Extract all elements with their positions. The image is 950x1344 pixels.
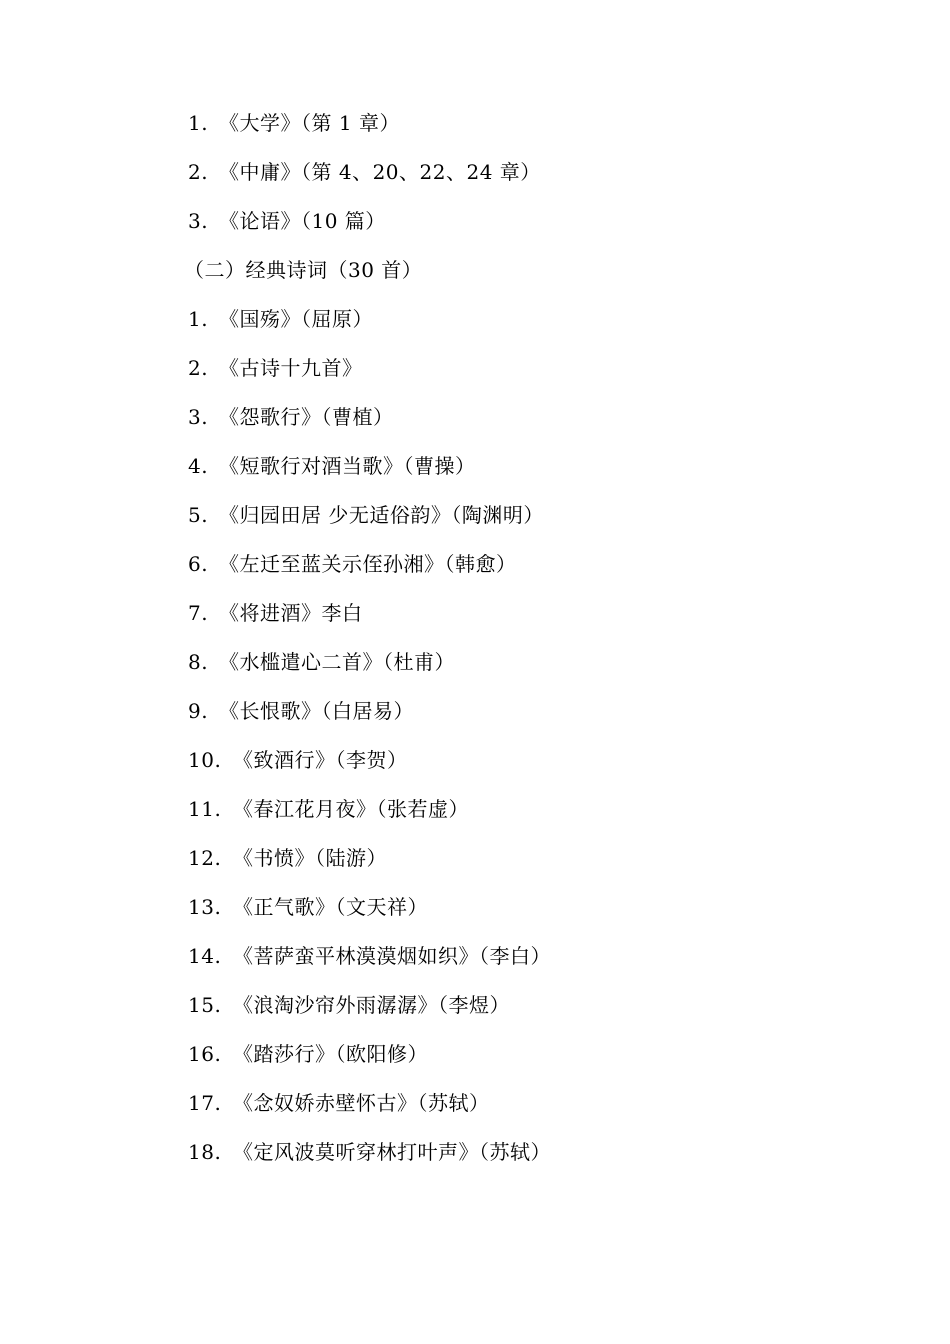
item-text: 《踏莎行》（欧阳修） <box>233 1042 428 1066</box>
list-item <box>188 350 551 399</box>
item-text: 《浪淘沙帘外雨潺潺》（李煜） <box>233 993 510 1017</box>
item-number: 16. <box>188 1042 222 1066</box>
list-item <box>188 938 551 987</box>
section-heading-text: （二）经典诗词（30 首） <box>184 258 423 282</box>
item-number: 10. <box>188 748 222 772</box>
list-item <box>188 546 551 595</box>
item-text: 《论语》（10 篇） <box>219 209 386 233</box>
item-number: 9. <box>188 699 209 723</box>
item-text: 《国殇》（屈原） <box>219 307 373 331</box>
item-text: 《短歌行对酒当歌》（曹操） <box>219 454 476 478</box>
list-item <box>188 840 551 889</box>
item-text: 《古诗十九首》 <box>219 356 363 380</box>
item-text: 《左迁至蓝关示侄孙湘》（韩愈） <box>219 552 517 576</box>
list-item <box>188 203 551 252</box>
list-item <box>188 154 551 203</box>
item-text: 《长恨歌》（白居易） <box>219 699 414 723</box>
list-item <box>188 1036 551 1085</box>
list-item <box>188 987 551 1036</box>
item-number: 4. <box>188 454 209 478</box>
reading-list <box>184 105 551 1183</box>
list-item <box>188 595 551 644</box>
list-item <box>188 791 551 840</box>
item-text: 《水槛遣心二首》（杜甫） <box>219 650 455 674</box>
item-text: 《怨歌行》（曹植） <box>219 405 394 429</box>
list-item <box>188 497 551 546</box>
item-text: 《念奴娇赤壁怀古》（苏轼） <box>233 1091 490 1115</box>
list-item <box>188 448 551 497</box>
item-text: 《中庸》（第 4、20、22、24 章） <box>219 160 541 184</box>
list-item <box>188 889 551 938</box>
item-text: 《定风波莫听穿林打叶声》（苏轼） <box>233 1140 551 1164</box>
item-text: 《书愤》（陆游） <box>233 846 387 870</box>
item-number: 5. <box>188 503 209 527</box>
item-text: 《春江花月夜》（张若虚） <box>233 797 469 821</box>
item-text: 《将进酒》李白 <box>219 601 363 625</box>
list-item <box>188 644 551 693</box>
item-text: 《菩萨蛮平林漠漠烟如织》（李白） <box>233 944 551 968</box>
item-number: 3. <box>188 405 209 429</box>
item-number: 15. <box>188 993 222 1017</box>
item-number: 11. <box>188 797 222 821</box>
item-text: 《大学》（第 1 章） <box>219 111 400 135</box>
item-text: 《归园田居 少无适俗韵》（陶渊明） <box>219 503 544 527</box>
item-number: 18. <box>188 1140 222 1164</box>
item-number: 2. <box>188 356 209 380</box>
item-number: 12. <box>188 846 222 870</box>
section-heading <box>184 252 551 301</box>
item-number: 17. <box>188 1091 222 1115</box>
item-number: 13. <box>188 895 222 919</box>
list-item <box>188 399 551 448</box>
list-item <box>188 693 551 742</box>
item-text: 《正气歌》（文天祥） <box>233 895 428 919</box>
item-number: 6. <box>188 552 209 576</box>
item-number: 1. <box>188 307 209 331</box>
item-number: 14. <box>188 944 222 968</box>
item-number: 2. <box>188 160 209 184</box>
item-number: 8. <box>188 650 209 674</box>
list-item <box>188 742 551 791</box>
item-number: 1. <box>188 111 209 135</box>
item-number: 3. <box>188 209 209 233</box>
item-number: 7. <box>188 601 209 625</box>
list-item <box>188 1134 551 1183</box>
list-item <box>188 105 551 154</box>
list-item <box>188 301 551 350</box>
item-text: 《致酒行》（李贺） <box>233 748 408 772</box>
list-item <box>188 1085 551 1134</box>
